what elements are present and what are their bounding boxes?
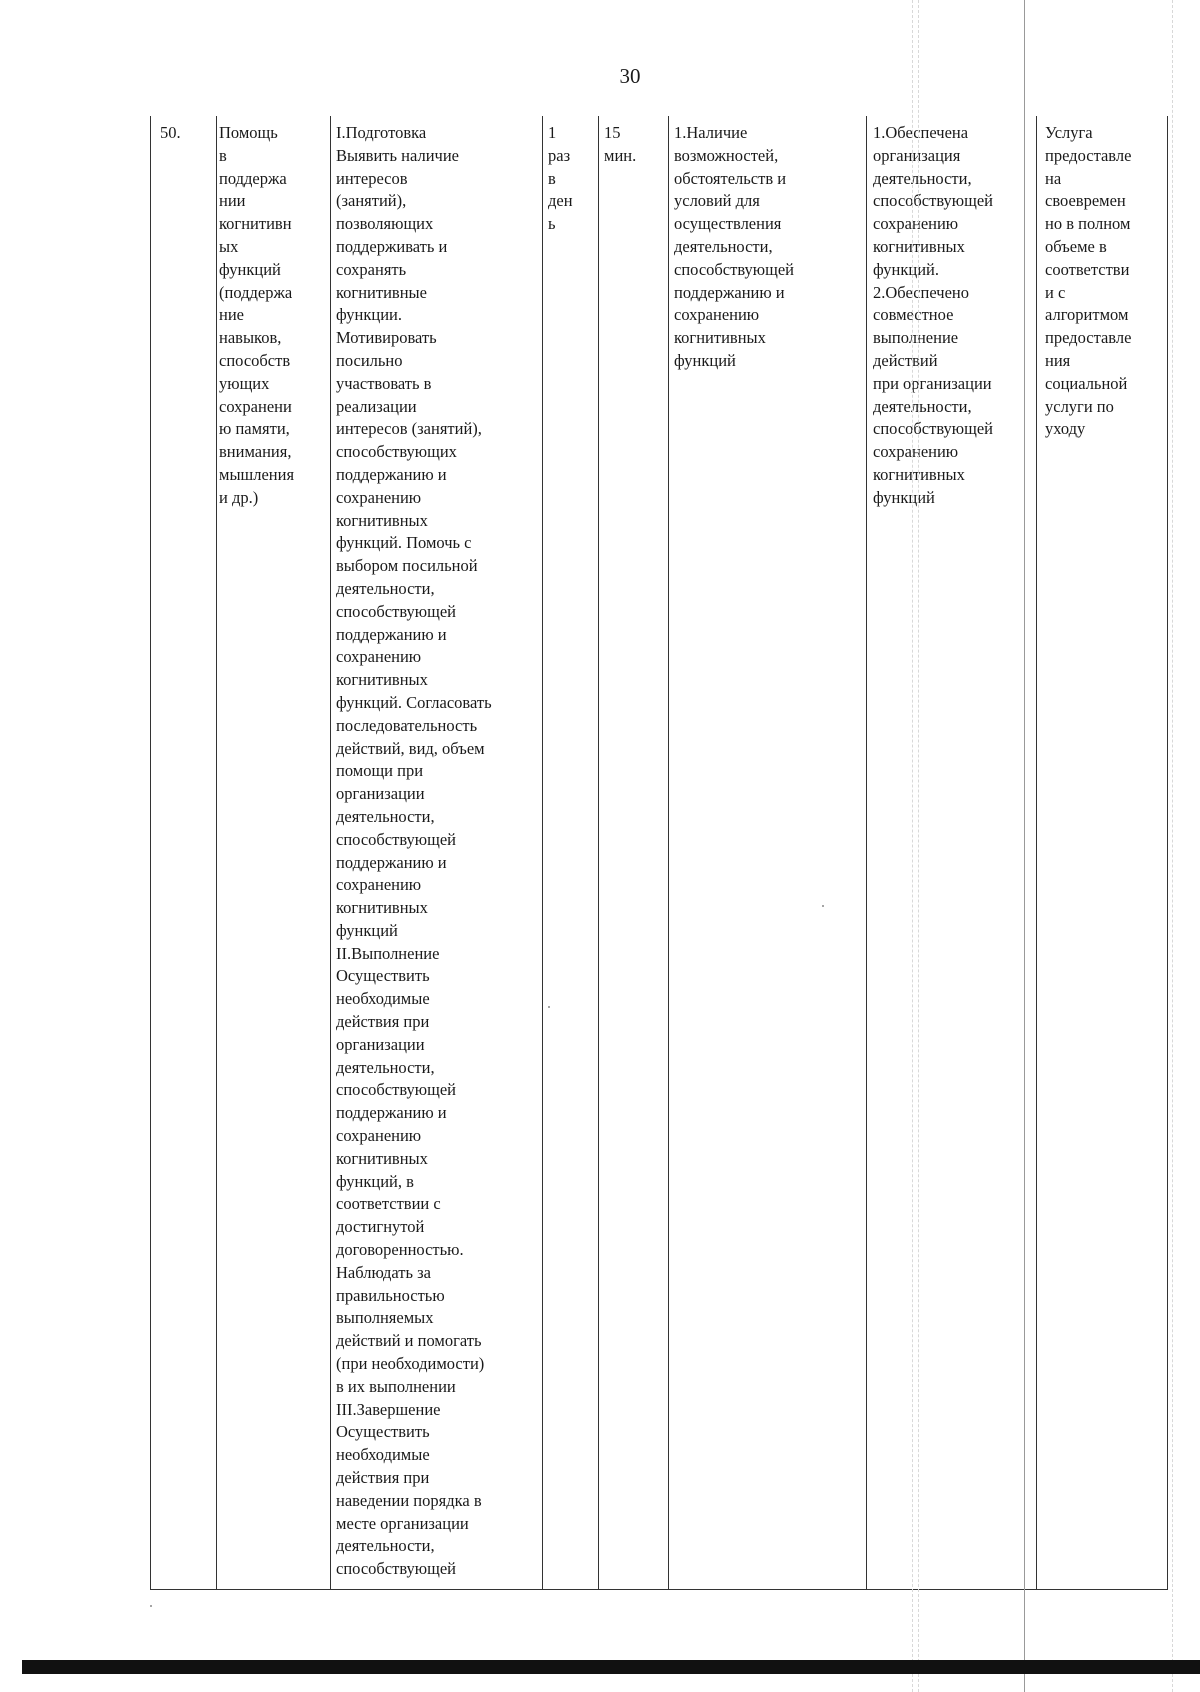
column-divider (598, 116, 599, 1590)
frequency-cell: 1 раз в ден ь (548, 123, 573, 234)
service-name-cell: Помощь в поддержа нии когнитивн ых функций (поддержа ние навыков, способств ующих сохранени ю памяти, внимания, мышления и др.) (219, 123, 295, 507)
service-description-cell: I.Подготовка Выявить наличие интересов (занятий), позволяющих поддерживать и сохранять когнитивные функции. Мотивировать посильно участвовать в реализации интересов (занятий), способствующих поддержанию и сохранению когнитивных функций. Помочь с выбором посильной деятельности, способствующей поддержанию и сохранению когнитивных функций. Согласовать последовательность действий, вид, объем помощи при организации деятельности, способствующей поддержанию и сохранению когнитивных функций II.Выполнение Осуществить необходимые действия при организации деятельности, способствующей поддержанию и сохранению когнитивных функций, в соответствии с достигнутой договоренностью. Наблюдать за правильностью выполняемых действий и помогать (при необходимости) в их выполнении III.Завершение Осуществить необходимые действия при наведении порядка в месте организации деятельности, способствующей (336, 123, 492, 1579)
scan-artifact-line (1172, 0, 1173, 1692)
row-number: 50. (160, 123, 181, 142)
page-number: 30 (619, 64, 641, 88)
column-divider (330, 116, 331, 1590)
scan-artifact-line (1024, 0, 1025, 1692)
quality-indicators-cell: 1.Обеспечена организация деятельности, способствующей сохранению когнитивных функций. 2.Обеспечено совместное выполнение действий при организации деятельности, способствующей сохранению когнитивных функций (873, 123, 993, 507)
column-divider (668, 116, 669, 1590)
scan-bottom-edge (22, 1660, 1200, 1674)
column-divider (542, 116, 543, 1590)
scan-speck (150, 1605, 152, 1607)
column-divider (1036, 116, 1037, 1590)
conditions-cell: 1.Наличие возможностей, обстоятельств и условий для осуществления деятельности, способствующей поддержанию и сохранению когнитивных функций (674, 123, 794, 370)
evaluation-cell: Услуга предоставле на своевремен но в полном объеме в соответстви и с алгоритмом предоставле ния социальной услуги по уходу (1045, 123, 1132, 439)
scan-speck (548, 1006, 550, 1008)
duration-cell: 15 мин. (604, 123, 637, 165)
scan-artifact-line (918, 0, 919, 1692)
scan-speck (822, 905, 824, 907)
scan-artifact-line (912, 0, 913, 1692)
column-divider (216, 116, 217, 1590)
